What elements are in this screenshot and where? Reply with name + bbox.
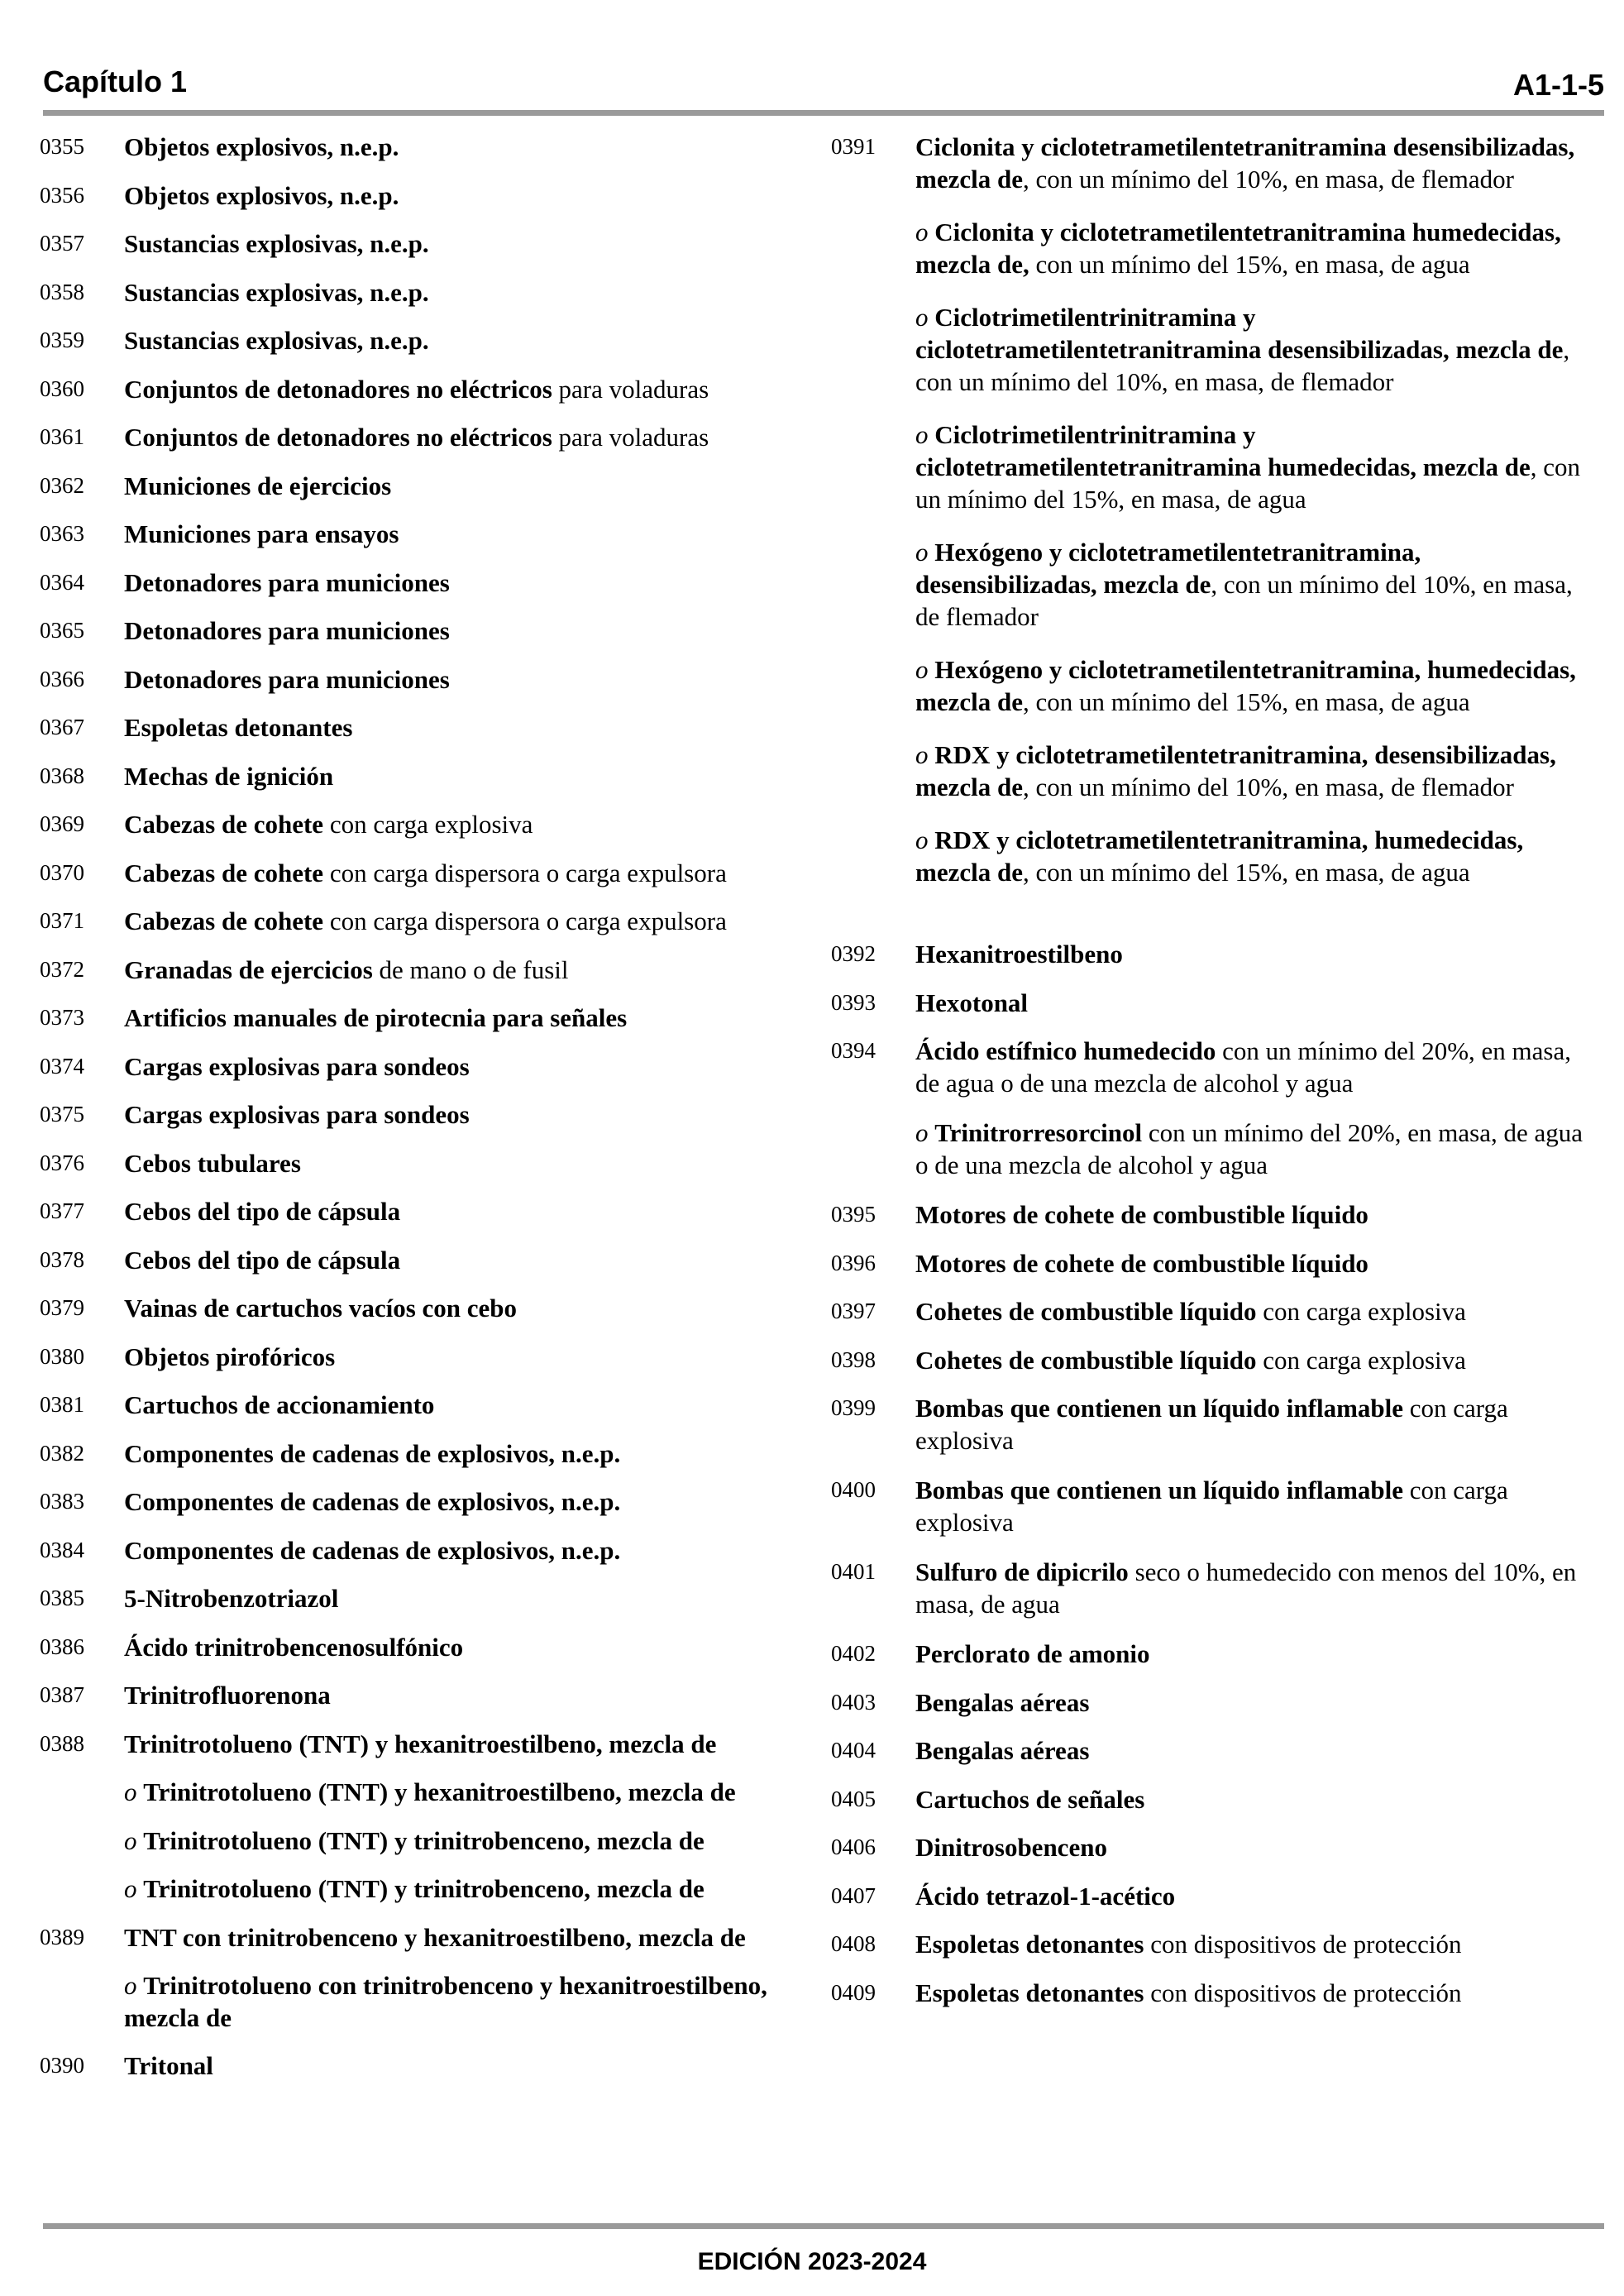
entry-name: Cohetes de combustible líquido xyxy=(915,1345,1257,1375)
entry-name: Ácido trinitrobencenosulfónico xyxy=(124,1632,464,1662)
un-number: 0369 xyxy=(40,811,84,836)
un-number: 0363 xyxy=(40,521,84,546)
alternative-marker: o xyxy=(124,1825,137,1855)
entry-description xyxy=(124,373,800,405)
entry-name: Motores de cohete de combustible líquido xyxy=(915,1200,1368,1229)
entry-description xyxy=(124,808,800,840)
entry-name: Detonadores para municiones xyxy=(124,567,450,597)
entry-name: Cargas explosivas para sondeos xyxy=(124,1051,470,1081)
entry-name: Bombas que contienen un líquido inflamable xyxy=(915,1476,1403,1504)
un-number: 0409 xyxy=(831,1979,876,2005)
entry-description xyxy=(124,1002,800,1034)
entry-description xyxy=(915,1392,1592,1457)
un-entry xyxy=(40,905,800,937)
un-entry xyxy=(40,711,800,744)
un-entry xyxy=(831,1880,1592,1912)
entry-name: Trinitrotolueno con trinitrobenceno y hexanitroestilbeno, mezcla de xyxy=(124,1971,767,2032)
un-number: 0359 xyxy=(40,328,84,352)
un-number: 0390 xyxy=(40,2053,84,2078)
un-entry xyxy=(40,857,800,889)
entry-qualifier: con un mínimo del 20%, en masa, de agua o de una mezcla de alcohol y agua xyxy=(915,1036,1571,1098)
entry-name: Hexotonal xyxy=(915,988,1029,1017)
entry-name: Sustancias explosivas, n.e.p. xyxy=(124,277,429,307)
entry-qualifier: con un mínimo del 20%, en masa, de agua o de una mezcla de alcohol y agua xyxy=(915,1118,1583,1179)
entry-qualifier: de mano o de fusil xyxy=(372,954,569,984)
un-entry xyxy=(40,276,800,309)
un-number: 0400 xyxy=(831,1477,876,1502)
un-entry xyxy=(831,131,1592,195)
un-entry xyxy=(40,470,800,502)
entry-name: Sulfuro de dipicrilo xyxy=(915,1557,1129,1586)
alternative-marker: o xyxy=(915,655,929,684)
entry-qualifier: con carga explosiva xyxy=(915,1394,1508,1455)
un-entry xyxy=(40,1679,800,1711)
un-number: 0389 xyxy=(40,1924,84,1949)
un-number: 0399 xyxy=(831,1395,876,1420)
entry-description xyxy=(124,131,800,163)
entry-qualifier: , con un mínimo del 10%, en masa, de flemador xyxy=(915,570,1573,631)
entry-description xyxy=(124,1679,800,1711)
entry-description xyxy=(124,1969,800,2034)
un-entry xyxy=(40,1244,800,1276)
footer-edition: EDICIÓN 2023-2024 xyxy=(697,2248,927,2275)
un-entry xyxy=(831,1734,1592,1767)
alternative-marker: o xyxy=(124,1777,137,1806)
un-entry xyxy=(40,1147,800,1179)
entry-qualifier: , con un mínimo del 10%, en masa, de flemador xyxy=(915,335,1570,396)
un-number: 0394 xyxy=(831,1038,876,1063)
un-entry xyxy=(831,1474,1592,1538)
un-number: 0391 xyxy=(831,134,876,159)
entry-name: Espoletas detonantes xyxy=(915,1930,1144,1959)
alternative-marker: o xyxy=(915,740,929,769)
alternative-marker: o xyxy=(124,1874,137,1903)
entry-description xyxy=(124,1147,800,1179)
un-number: 0360 xyxy=(40,375,84,401)
un-number: 0408 xyxy=(831,1931,876,1956)
entry-description xyxy=(124,1485,800,1518)
entry-name: Detonadores para municiones xyxy=(124,616,450,645)
entry-description xyxy=(124,1873,800,1905)
un-number: 0371 xyxy=(40,908,84,933)
entry-name: Hexógeno y ciclotetrametilentetranitramina, humedecidas, mezcla de xyxy=(915,655,1576,716)
entry-qualifier: con carga explosiva xyxy=(323,810,533,839)
entry-name: Objetos pirofóricos xyxy=(124,1342,336,1371)
un-number: 0358 xyxy=(40,279,84,304)
un-entry xyxy=(831,987,1592,1019)
entry-qualifier: para voladuras xyxy=(552,423,709,452)
entry-description xyxy=(124,227,800,260)
un-number: 0382 xyxy=(40,1440,84,1466)
entry-name: Ciclonita y ciclotetrametilentetranitramina desensibilizadas, mezcla de xyxy=(915,132,1575,194)
entry-name: Componentes de cadenas de explosivos, n.e.p. xyxy=(124,1438,621,1468)
entry-name: Sustancias explosivas, n.e.p. xyxy=(124,229,429,258)
un-entry xyxy=(40,1534,800,1567)
entry-name: Hexógeno y ciclotetrametilentetranitramina, desensibilizadas, mezcla de xyxy=(915,538,1421,599)
entry-description xyxy=(124,1728,800,1760)
un-entry xyxy=(40,808,800,840)
entry-name: Ciclotrimetilentrinitramina y ciclotetrametilentetranitramina desensibilizadas, mezcla de xyxy=(915,303,1564,364)
entry-name: Conjuntos de detonadores no eléctricos xyxy=(124,423,552,452)
entry-name: Cebos del tipo de cápsula xyxy=(124,1197,401,1226)
entry-name: RDX y ciclotetrametilentetranitramina, desensibilizadas, mezcla de xyxy=(915,740,1556,801)
entry-description xyxy=(915,1977,1592,2009)
entry-description xyxy=(124,857,800,889)
un-number: 0364 xyxy=(40,569,84,595)
entry-description xyxy=(124,760,800,792)
right-column xyxy=(831,131,1592,2025)
entry-description xyxy=(124,1534,800,1567)
entry-description xyxy=(915,1295,1592,1327)
entry-name: Trinitrotolueno (TNT) y hexanitroestilbeno, mezcla de xyxy=(143,1777,736,1806)
entry-name: Ácido estífnico humedecido xyxy=(915,1036,1216,1065)
un-entry xyxy=(40,1582,800,1614)
un-entry xyxy=(831,1783,1592,1815)
entry-name: Mechas de ignición xyxy=(124,761,334,791)
un-number: 0406 xyxy=(831,1834,876,1859)
entry-name: 5-Nitrobenzotriazol xyxy=(124,1584,339,1613)
entry-description xyxy=(915,938,1592,970)
un-number: 0387 xyxy=(40,1682,84,1707)
un-entry-alternative xyxy=(831,1117,1592,1181)
un-number: 0376 xyxy=(40,1150,84,1175)
chapter-title: Capítulo 1 xyxy=(43,65,188,98)
entry-description xyxy=(124,711,800,744)
entry-name: Objetos explosivos, n.e.p. xyxy=(124,132,399,161)
entry-description xyxy=(124,567,800,599)
alternative-marker: o xyxy=(915,1118,929,1147)
un-entry xyxy=(831,1928,1592,1960)
un-number: 0370 xyxy=(40,859,84,885)
un-number: 0404 xyxy=(831,1738,876,1763)
entry-qualifier: para voladuras xyxy=(552,374,709,404)
entry-qualifier: con carga explosiva xyxy=(1256,1297,1466,1326)
entry-name: Trinitrofluorenona xyxy=(124,1681,331,1710)
alternative-marker: o xyxy=(915,303,929,332)
entry-description xyxy=(124,905,800,937)
alternative-marker: o xyxy=(915,420,929,449)
entry-description xyxy=(915,824,1592,888)
un-number: 0393 xyxy=(831,989,876,1015)
entry-qualifier: con carga explosiva xyxy=(915,1476,1508,1537)
entry-description xyxy=(915,1198,1592,1231)
un-entry xyxy=(831,1392,1592,1457)
entry-description xyxy=(915,1344,1592,1376)
un-entry xyxy=(831,1247,1592,1280)
un-entry xyxy=(40,518,800,550)
entry-name: Vainas de cartuchos vacíos con cebo xyxy=(124,1294,518,1323)
entry-description xyxy=(915,1474,1592,1538)
entry-qualifier: con carga explosiva xyxy=(1256,1345,1466,1375)
entry-name: Trinitrotolueno (TNT) y trinitrobenceno, mezcla de xyxy=(143,1825,705,1855)
entry-description xyxy=(124,1389,800,1421)
entry-description xyxy=(915,536,1592,633)
entry-name: Bengalas aéreas xyxy=(915,1736,1090,1765)
un-number: 0380 xyxy=(40,1343,84,1369)
un-number: 0397 xyxy=(831,1299,876,1323)
entry-description xyxy=(124,1050,800,1083)
un-number: 0372 xyxy=(40,956,84,982)
un-entry xyxy=(40,1341,800,1373)
un-entry-alternative xyxy=(40,1776,800,1808)
entry-qualifier: seco o humedecido con menos del 10%, en masa, de agua xyxy=(915,1557,1577,1619)
entry-name: Perclorato de amonio xyxy=(915,1639,1150,1668)
un-entry-alternative xyxy=(831,653,1592,718)
entry-description xyxy=(915,1928,1592,1960)
entry-name: Espoletas detonantes xyxy=(124,713,353,742)
entry-description xyxy=(124,1244,800,1276)
un-number: 0377 xyxy=(40,1198,84,1223)
entry-description xyxy=(124,1292,800,1324)
un-entry xyxy=(40,567,800,599)
entry-name: Municiones de ejercicios xyxy=(124,471,392,500)
entry-name: Componentes de cadenas de explosivos, n.e.p. xyxy=(124,1487,621,1516)
entry-qualifier: , con un mínimo del 15%, en masa, de agua xyxy=(1022,858,1470,887)
entry-description xyxy=(124,1437,800,1470)
entry-name: Granadas de ejercicios xyxy=(124,954,373,984)
un-number: 0367 xyxy=(40,715,84,739)
un-entry xyxy=(831,1035,1592,1099)
entry-name: Trinitrotolueno (TNT) y trinitrobenceno, mezcla de xyxy=(143,1874,705,1903)
un-entry xyxy=(40,2050,800,2082)
entry-description xyxy=(915,1880,1592,1912)
entry-name: Cebos tubulares xyxy=(124,1148,301,1178)
entry-description xyxy=(915,1783,1592,1815)
un-number: 0374 xyxy=(40,1053,84,1079)
entry-description xyxy=(124,1098,800,1131)
alternative-marker: o xyxy=(124,1971,137,2000)
entry-name: Cebos del tipo de cápsula xyxy=(124,1245,401,1275)
entry-description xyxy=(124,1776,800,1808)
entry-name: Cabezas de cohete xyxy=(124,858,324,887)
entry-name: Cohetes de combustible líquido xyxy=(915,1297,1257,1326)
un-entry xyxy=(40,1292,800,1324)
un-entry xyxy=(40,954,800,986)
un-entry xyxy=(40,1631,800,1663)
entry-description xyxy=(915,1117,1592,1181)
un-entry xyxy=(40,663,800,696)
entry-qualifier: con un mínimo del 15%, en masa, de agua xyxy=(1029,250,1470,279)
entry-description xyxy=(915,216,1592,280)
entry-description xyxy=(915,987,1592,1019)
entry-description xyxy=(124,421,800,453)
un-entry-alternative xyxy=(831,216,1592,280)
entry-qualifier: , con un mínimo del 10%, en masa, de flemador xyxy=(1022,165,1514,194)
entry-name: Ciclotrimetilentrinitramina y ciclotetrametilentetranitramina humedecidas, mezcla de xyxy=(915,420,1531,481)
entry-description xyxy=(124,179,800,212)
un-number: 0355 xyxy=(40,134,84,159)
un-number: 0384 xyxy=(40,1537,84,1562)
un-number: 0365 xyxy=(40,618,84,643)
entry-description xyxy=(915,1734,1592,1767)
un-entry xyxy=(40,373,800,405)
un-number: 0379 xyxy=(40,1295,84,1320)
entry-qualifier: con dispositivos de protección xyxy=(1144,1930,1462,1959)
un-number: 0386 xyxy=(40,1634,84,1659)
un-number: 0392 xyxy=(831,941,876,966)
un-entry-alternative xyxy=(40,1969,800,2034)
entry-name: RDX y ciclotetrametilentetranitramina, humedecidas, mezcla de xyxy=(915,825,1524,887)
un-entry-alternative xyxy=(831,301,1592,398)
un-entry xyxy=(40,1002,800,1034)
un-entry-alternative xyxy=(831,824,1592,888)
un-entry xyxy=(831,938,1592,970)
un-number: 0401 xyxy=(831,1559,876,1584)
un-number: 0357 xyxy=(40,231,84,256)
un-entry xyxy=(40,1485,800,1518)
un-entry xyxy=(40,1728,800,1760)
entry-description xyxy=(915,419,1592,515)
entry-name: Sustancias explosivas, n.e.p. xyxy=(124,326,429,355)
entry-qualifier: con carga dispersora o carga expulsora xyxy=(323,858,727,887)
un-entry xyxy=(40,131,800,163)
entry-qualifier: , con un mínimo del 15%, en masa, de agua xyxy=(1022,687,1470,716)
un-number: 0378 xyxy=(40,1246,84,1272)
un-entry xyxy=(40,1389,800,1421)
un-entry xyxy=(40,1437,800,1470)
un-entry xyxy=(831,1686,1592,1719)
entry-name: Hexanitroestilbeno xyxy=(915,940,1123,969)
un-number: 0361 xyxy=(40,424,84,449)
entry-description xyxy=(915,1638,1592,1670)
entry-name: Cabezas de cohete xyxy=(124,906,324,935)
un-entry-alternative xyxy=(40,1825,800,1857)
un-entry xyxy=(831,1198,1592,1231)
entry-qualifier: con dispositivos de protección xyxy=(1144,1978,1462,2007)
un-entry xyxy=(831,1831,1592,1863)
un-entry xyxy=(40,615,800,647)
entry-description xyxy=(915,1556,1592,1620)
un-number: 0405 xyxy=(831,1786,876,1811)
entry-description xyxy=(124,615,800,647)
entry-name: Artificios manuales de pirotecnia para señales xyxy=(124,1003,628,1032)
un-number: 0403 xyxy=(831,1689,876,1715)
entry-name: TNT con trinitrobenceno y hexanitroestilbeno, mezcla de xyxy=(124,1922,746,1952)
entry-description xyxy=(124,954,800,986)
un-number: 0395 xyxy=(831,1202,876,1227)
un-number: 0383 xyxy=(40,1489,84,1514)
entry-description xyxy=(915,1247,1592,1280)
entry-name: Conjuntos de detonadores no eléctricos xyxy=(124,374,552,404)
entry-description xyxy=(124,663,800,696)
un-entry-alternative xyxy=(831,536,1592,633)
un-number: 0375 xyxy=(40,1102,84,1126)
entry-name: Municiones para ensayos xyxy=(124,519,399,548)
entry-name: Bengalas aéreas xyxy=(915,1687,1090,1717)
un-number: 0385 xyxy=(40,1586,84,1610)
entry-name: Objetos explosivos, n.e.p. xyxy=(124,180,399,210)
un-entry xyxy=(40,421,800,453)
entry-name: Dinitrosobenceno xyxy=(915,1833,1107,1862)
entry-description xyxy=(124,1825,800,1857)
entry-description xyxy=(124,1341,800,1373)
entry-description xyxy=(915,653,1592,718)
un-entry xyxy=(831,1556,1592,1620)
entry-qualifier: , con un mínimo del 15%, en masa, de agua xyxy=(915,452,1581,514)
un-entry-alternative xyxy=(40,1873,800,1905)
entry-description xyxy=(915,301,1592,398)
un-number: 0356 xyxy=(40,182,84,208)
un-entry xyxy=(831,1344,1592,1376)
un-number: 0407 xyxy=(831,1882,876,1908)
entry-qualifier: con carga dispersora o carga expulsora xyxy=(323,906,727,935)
un-entry xyxy=(40,1098,800,1131)
entry-description xyxy=(915,1035,1592,1099)
entry-name: Cartuchos de señales xyxy=(915,1784,1145,1814)
un-entry xyxy=(831,1977,1592,2009)
un-number: 0396 xyxy=(831,1250,876,1275)
un-number: 0402 xyxy=(831,1641,876,1666)
entry-description xyxy=(124,276,800,309)
un-entry xyxy=(40,227,800,260)
header-rule xyxy=(43,110,1604,116)
left-column xyxy=(40,131,800,2098)
un-entry xyxy=(40,1050,800,1083)
un-number: 0362 xyxy=(40,472,84,498)
un-number: 0368 xyxy=(40,763,84,788)
entry-description xyxy=(124,2050,800,2082)
entry-name: Cartuchos de accionamiento xyxy=(124,1390,435,1419)
un-number: 0366 xyxy=(40,666,84,691)
entry-description xyxy=(124,324,800,356)
entry-name: Ácido tetrazol-1-acético xyxy=(915,1881,1176,1911)
entry-name: Bombas que contienen un líquido inflamable xyxy=(915,1394,1403,1423)
un-entry xyxy=(40,1921,800,1954)
entry-name: Ciclonita y ciclotetrametilentetranitramina humedecidas, mezcla de, xyxy=(915,218,1561,279)
entry-description xyxy=(124,518,800,550)
entry-name: Motores de cohete de combustible líquido xyxy=(915,1248,1368,1278)
un-entry xyxy=(40,179,800,212)
entry-description xyxy=(124,1582,800,1614)
alternative-marker: o xyxy=(915,218,929,246)
entry-name: Detonadores para municiones xyxy=(124,664,450,694)
entry-name: Trinitrotolueno (TNT) y hexanitroestilbeno, mezcla de xyxy=(124,1729,717,1758)
entry-description xyxy=(124,1631,800,1663)
entry-description xyxy=(915,739,1592,803)
un-entry-alternative xyxy=(831,739,1592,803)
entry-description xyxy=(915,1831,1592,1863)
entry-description xyxy=(124,1921,800,1954)
un-entry-alternative xyxy=(831,419,1592,515)
entry-name: Cargas explosivas para sondeos xyxy=(124,1100,470,1129)
un-number: 0398 xyxy=(831,1347,876,1372)
alternative-marker: o xyxy=(915,538,929,567)
un-entry xyxy=(40,760,800,792)
entry-name: Tritonal xyxy=(124,2051,213,2080)
un-entry xyxy=(40,324,800,356)
entry-description xyxy=(915,1686,1592,1719)
entry-name: Componentes de cadenas de explosivos, n.e.p. xyxy=(124,1535,621,1565)
un-number: 0381 xyxy=(40,1392,84,1417)
footer-rule xyxy=(43,2223,1604,2229)
entry-name: Trinitrorresorcinol xyxy=(934,1118,1143,1147)
un-number: 0388 xyxy=(40,1730,84,1756)
entry-qualifier: , con un mínimo del 10%, en masa, de flemador xyxy=(1022,773,1514,801)
entry-description xyxy=(915,131,1592,195)
alternative-marker: o xyxy=(915,825,929,854)
un-entry xyxy=(831,1638,1592,1670)
entry-name: Cabezas de cohete xyxy=(124,810,324,839)
un-number: 0373 xyxy=(40,1005,84,1030)
un-entry xyxy=(40,1195,800,1227)
entry-description xyxy=(124,1195,800,1227)
entry-description xyxy=(124,470,800,502)
page-code: A1-1-5 xyxy=(1512,68,1604,102)
un-entry xyxy=(831,1295,1592,1327)
page-header xyxy=(43,58,1604,108)
entry-name: Espoletas detonantes xyxy=(915,1978,1144,2007)
